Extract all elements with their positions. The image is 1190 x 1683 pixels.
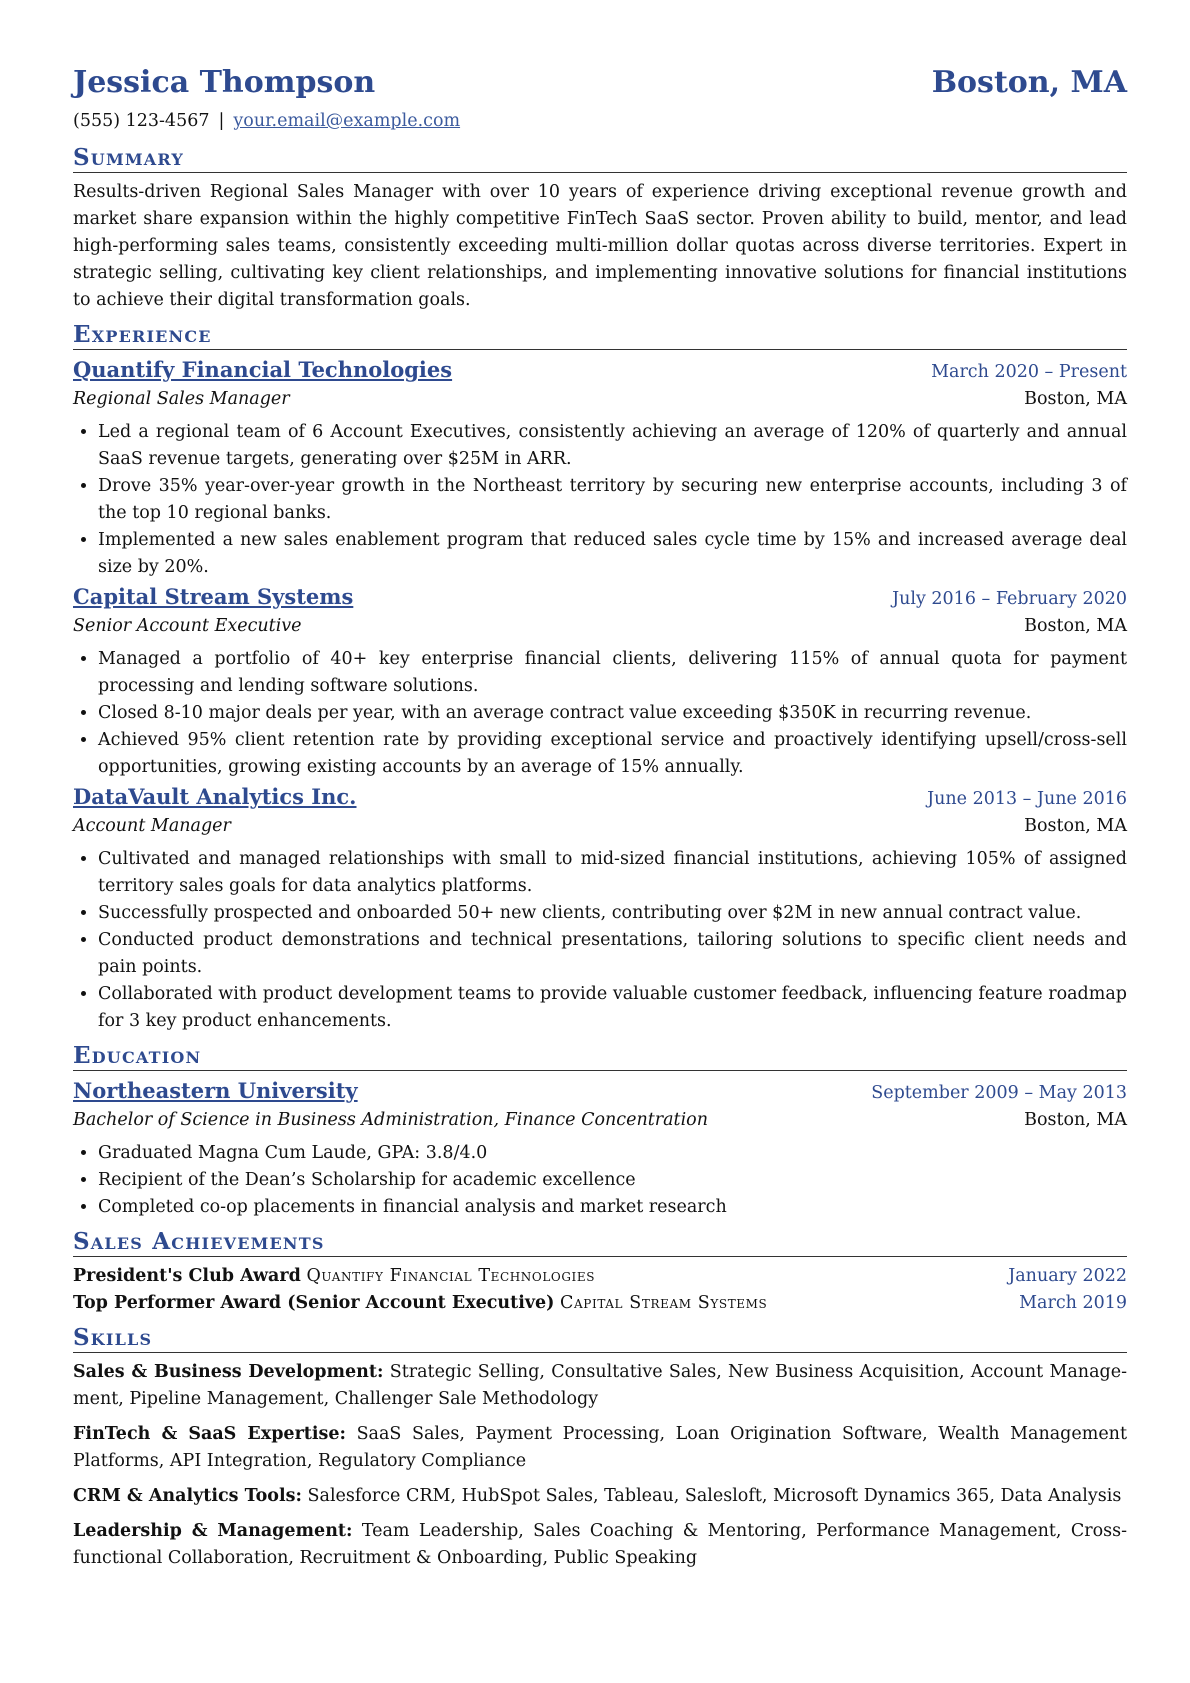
company-link[interactable]: DataVault Analytics Inc. — [73, 784, 357, 809]
job-dates: March 2020 – Present — [931, 362, 1127, 382]
bullet-item: • Achieved 95% client retention rate by providing exceptional service and proactively identifying upsell/cross-sell opportunities, growing existing accounts by an average of 15% annually. — [98, 727, 1127, 781]
summary-text: Results-driven Regional Sales Manager with over 10 years of experience driving exceptional revenue growth and market share expansion within the highly competitive FinTech SaaS sector. Proven ability to build, mentor, and lead high-performing sales teams, consistently exceeding multi-million dollar quotas across diverse territories. Expert in strategic selling, cultivating key client relationships, and implementing innovative solutions for financial institutions to achieve their digital transformation goals. — [73, 182, 1127, 310]
job-dates: July 2016 – February 2020 — [892, 589, 1127, 609]
education-dates: September 2009 – May 2013 — [871, 1083, 1127, 1103]
section-title-achievements: Sales Achievements — [73, 1229, 1127, 1257]
award-date: January 2022 — [1008, 1266, 1127, 1286]
contact-separator: | — [218, 111, 225, 131]
contact-line — [73, 109, 1127, 133]
candidate-name: Jessica Thompson — [73, 65, 376, 100]
education-entry — [73, 1077, 1127, 1221]
bullet-item: • Graduated Magna Cum Laude, GPA: 3.8/4.0 — [98, 1140, 1127, 1167]
job-location: Boston, MA — [1024, 389, 1127, 409]
bullet-item: • Recipient of the Dean’s Scholarship for academic excellence — [98, 1167, 1127, 1194]
job-title: Account Manager — [73, 816, 231, 836]
job-bullets — [73, 846, 1127, 1035]
award-organization: Capital Stream Systems — [560, 1293, 768, 1313]
skill-category: FinTech & SaaS Expertise: — [73, 1424, 346, 1444]
award-date: March 2019 — [1019, 1293, 1127, 1313]
job-dates: June 2013 – June 2016 — [927, 789, 1127, 809]
company-link[interactable]: Capital Stream Systems — [73, 584, 354, 609]
bullet-item: • Completed co-op placements in financial analysis and market research — [98, 1194, 1127, 1221]
award-organization: Quantify Financial Technologies — [306, 1266, 596, 1286]
job-entry — [73, 783, 1127, 1035]
job-entry — [73, 583, 1127, 781]
education-location: Boston, MA — [1024, 1110, 1127, 1130]
bullet-item: • Conducted product demonstrations and technical presentations, tailoring solutions to specific client needs and pain points. — [98, 927, 1127, 981]
company-link[interactable]: Quantify Financial Technologies — [73, 357, 453, 382]
bullet-item: • Collaborated with product development teams to provide valuable customer feedback, influencing feature roadmap for 3 key product enhancements. — [98, 981, 1127, 1035]
job-title: Senior Account Executive — [73, 616, 302, 636]
section-title-summary: Summary — [73, 145, 1127, 173]
bullet-item: • Led a regional team of 6 Account Executives, consistently achieving an average of 120% of quarterly and annual SaaS revenue targets, generating over $25M in ARR. — [98, 419, 1127, 473]
skill-group — [73, 1483, 1127, 1510]
section-title-skills: Skills — [73, 1325, 1127, 1353]
award-title: President's Club Award — [73, 1266, 301, 1286]
school-link[interactable]: Northeastern University — [73, 1078, 358, 1103]
section-title-experience: Experience — [73, 322, 1127, 350]
header-location: Boston, MA — [931, 65, 1127, 100]
email-link[interactable]: your.email@example.com — [233, 111, 461, 131]
skill-category: CRM & Analytics Tools: — [73, 1486, 302, 1506]
skill-category: Sales & Business Development: — [73, 1362, 384, 1382]
bullet-item: • Cultivated and managed relationships with small to mid-sized financial institutions, achieving 105% of assigned territory sales goals for data analytics platforms. — [98, 846, 1127, 900]
job-title: Regional Sales Manager — [73, 389, 290, 409]
skill-list: SaaS Sales, Payment Processing, Loan Origination Software, Wealth Management Platforms, API Integration, Regulatory Compliance — [73, 1424, 1127, 1471]
section-title-education: Education — [73, 1043, 1127, 1071]
award-title: Top Performer Award (Senior Account Executive) — [73, 1293, 555, 1313]
degree: Bachelor of Science in Business Administration, Finance Concentration — [73, 1110, 708, 1130]
skill-list: Team Leadership, Sales Coaching & Mentoring, Performance Management, Cross-functional Collaboration, Recruitment & Onboarding, Public Speaking — [73, 1521, 1127, 1568]
bullet-item: • Drove 35% year-over-year growth in the Northeast territory by securing new enterprise accounts, including 3 of the top 10 regional banks. — [98, 473, 1127, 527]
achievement-row — [73, 1263, 1127, 1290]
phone-number: (555) 123-4567 — [73, 111, 210, 131]
skill-group — [73, 1518, 1127, 1572]
skill-category: Leadership & Management: — [73, 1521, 353, 1541]
job-location: Boston, MA — [1024, 816, 1127, 836]
bullet-item: • Managed a portfolio of 40+ key enterprise financial clients, delivering 115% of annual quota for payment processing and lending software solutions. — [98, 646, 1127, 700]
skill-group — [73, 1359, 1127, 1413]
bullet-item: • Closed 8-10 major deals per year, with an average contract value exceeding $350K in recurring revenue. — [98, 700, 1127, 727]
skill-list: Strategic Selling, Consultative Sales, New Business Acquisition, Account Management, Pipeline Management, Challenger Sale Methodology — [73, 1362, 1127, 1409]
job-bullets — [73, 646, 1127, 781]
job-location: Boston, MA — [1024, 616, 1127, 636]
header — [73, 64, 1127, 102]
skill-list: Salesforce CRM, HubSpot Sales, Tableau, Salesloft, Microsoft Dynamics 365, Data Analysis — [307, 1486, 1122, 1506]
bullet-item: • Successfully prospected and onboarded 50+ new clients, contributing over $2M in new annual contract value. — [98, 900, 1127, 927]
resume-content — [73, 64, 1127, 1580]
achievement-row — [73, 1290, 1127, 1317]
job-bullets — [73, 419, 1127, 581]
skill-group — [73, 1421, 1127, 1475]
bullet-item: • Implemented a new sales enablement program that reduced sales cycle time by 15% and increased average deal size by 20%. — [98, 527, 1127, 581]
job-entry — [73, 356, 1127, 581]
education-bullets — [73, 1140, 1127, 1221]
